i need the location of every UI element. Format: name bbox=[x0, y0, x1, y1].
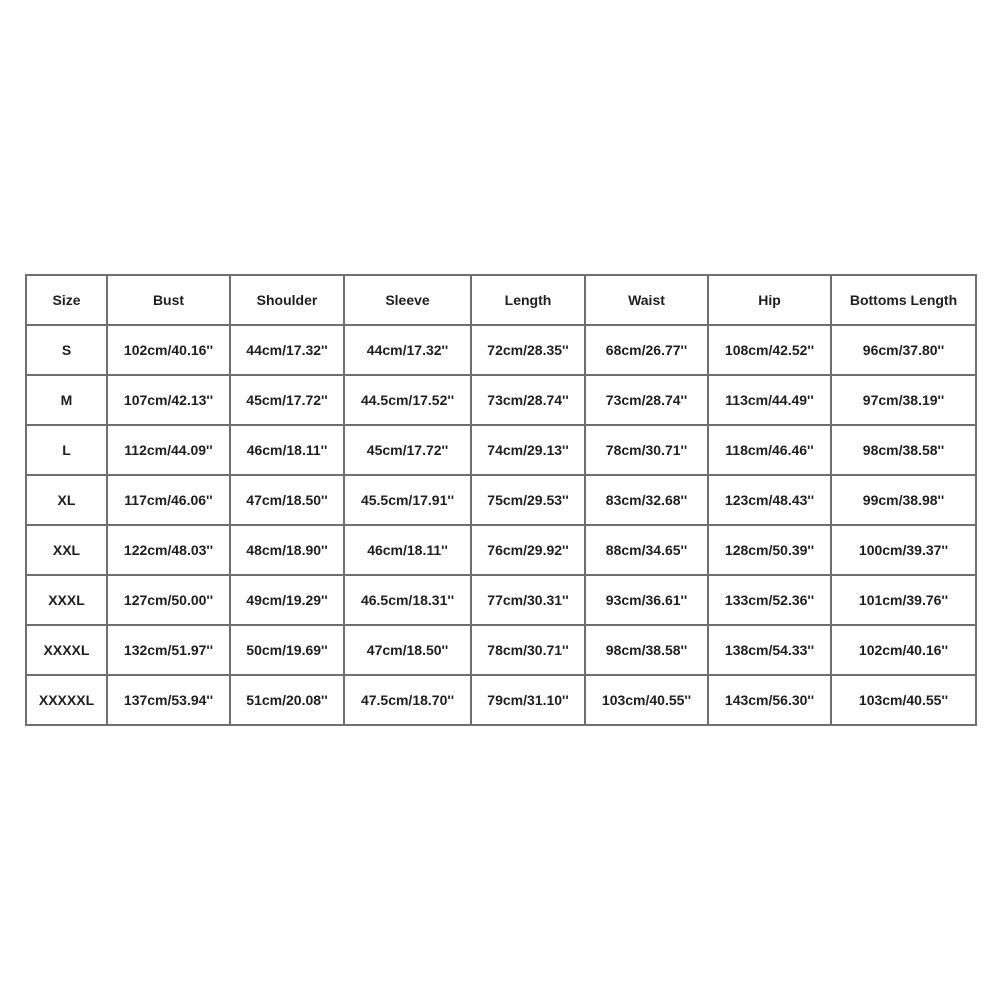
shoulder-cell: 50cm/19.69'' bbox=[230, 625, 344, 675]
hip-cell: 133cm/52.36'' bbox=[708, 575, 831, 625]
header-length: Length bbox=[471, 275, 585, 325]
bust-cell: 137cm/53.94'' bbox=[107, 675, 230, 725]
hip-cell: 123cm/48.43'' bbox=[708, 475, 831, 525]
waist-cell: 88cm/34.65'' bbox=[585, 525, 708, 575]
length-cell: 78cm/30.71'' bbox=[471, 625, 585, 675]
size-cell: XXXXL bbox=[26, 625, 107, 675]
waist-cell: 78cm/30.71'' bbox=[585, 425, 708, 475]
hip-cell: 108cm/42.52'' bbox=[708, 325, 831, 375]
size-chart-table bbox=[25, 274, 977, 726]
bottoms-length-cell: 97cm/38.19'' bbox=[831, 375, 976, 425]
table-row bbox=[26, 475, 976, 525]
bust-cell: 107cm/42.13'' bbox=[107, 375, 230, 425]
header-waist: Waist bbox=[585, 275, 708, 325]
sleeve-cell: 44cm/17.32'' bbox=[344, 325, 471, 375]
length-cell: 74cm/29.13'' bbox=[471, 425, 585, 475]
bust-cell: 132cm/51.97'' bbox=[107, 625, 230, 675]
waist-cell: 98cm/38.58'' bbox=[585, 625, 708, 675]
hip-cell: 138cm/54.33'' bbox=[708, 625, 831, 675]
header-row bbox=[26, 275, 976, 325]
length-cell: 73cm/28.74'' bbox=[471, 375, 585, 425]
length-cell: 72cm/28.35'' bbox=[471, 325, 585, 375]
waist-cell: 68cm/26.77'' bbox=[585, 325, 708, 375]
bust-cell: 127cm/50.00'' bbox=[107, 575, 230, 625]
header-size: Size bbox=[26, 275, 107, 325]
bust-cell: 102cm/40.16'' bbox=[107, 325, 230, 375]
shoulder-cell: 46cm/18.11'' bbox=[230, 425, 344, 475]
size-cell: S bbox=[26, 325, 107, 375]
waist-cell: 83cm/32.68'' bbox=[585, 475, 708, 525]
length-cell: 79cm/31.10'' bbox=[471, 675, 585, 725]
header-hip: Hip bbox=[708, 275, 831, 325]
bust-cell: 122cm/48.03'' bbox=[107, 525, 230, 575]
size-cell: XXL bbox=[26, 525, 107, 575]
sleeve-cell: 46.5cm/18.31'' bbox=[344, 575, 471, 625]
table-row bbox=[26, 375, 976, 425]
length-cell: 75cm/29.53'' bbox=[471, 475, 585, 525]
waist-cell: 103cm/40.55'' bbox=[585, 675, 708, 725]
header-bottoms-length: Bottoms Length bbox=[831, 275, 976, 325]
sleeve-cell: 45.5cm/17.91'' bbox=[344, 475, 471, 525]
bottoms-length-cell: 99cm/38.98'' bbox=[831, 475, 976, 525]
bottoms-length-cell: 98cm/38.58'' bbox=[831, 425, 976, 475]
sleeve-cell: 46cm/18.11'' bbox=[344, 525, 471, 575]
length-cell: 77cm/30.31'' bbox=[471, 575, 585, 625]
table-row bbox=[26, 575, 976, 625]
bottoms-length-cell: 103cm/40.55'' bbox=[831, 675, 976, 725]
table-row bbox=[26, 675, 976, 725]
shoulder-cell: 44cm/17.32'' bbox=[230, 325, 344, 375]
hip-cell: 118cm/46.46'' bbox=[708, 425, 831, 475]
hip-cell: 143cm/56.30'' bbox=[708, 675, 831, 725]
shoulder-cell: 47cm/18.50'' bbox=[230, 475, 344, 525]
length-cell: 76cm/29.92'' bbox=[471, 525, 585, 575]
table-row bbox=[26, 625, 976, 675]
table-row bbox=[26, 525, 976, 575]
shoulder-cell: 48cm/18.90'' bbox=[230, 525, 344, 575]
table-row bbox=[26, 425, 976, 475]
sleeve-cell: 47.5cm/18.70'' bbox=[344, 675, 471, 725]
table-row bbox=[26, 325, 976, 375]
waist-cell: 93cm/36.61'' bbox=[585, 575, 708, 625]
size-cell: L bbox=[26, 425, 107, 475]
sleeve-cell: 47cm/18.50'' bbox=[344, 625, 471, 675]
sleeve-cell: 45cm/17.72'' bbox=[344, 425, 471, 475]
hip-cell: 113cm/44.49'' bbox=[708, 375, 831, 425]
size-cell: XL bbox=[26, 475, 107, 525]
shoulder-cell: 45cm/17.72'' bbox=[230, 375, 344, 425]
header-sleeve: Sleeve bbox=[344, 275, 471, 325]
waist-cell: 73cm/28.74'' bbox=[585, 375, 708, 425]
hip-cell: 128cm/50.39'' bbox=[708, 525, 831, 575]
shoulder-cell: 51cm/20.08'' bbox=[230, 675, 344, 725]
bottoms-length-cell: 96cm/37.80'' bbox=[831, 325, 976, 375]
bottoms-length-cell: 100cm/39.37'' bbox=[831, 525, 976, 575]
size-cell: XXXL bbox=[26, 575, 107, 625]
bottoms-length-cell: 101cm/39.76'' bbox=[831, 575, 976, 625]
size-cell: M bbox=[26, 375, 107, 425]
bust-cell: 117cm/46.06'' bbox=[107, 475, 230, 525]
bottoms-length-cell: 102cm/40.16'' bbox=[831, 625, 976, 675]
bust-cell: 112cm/44.09'' bbox=[107, 425, 230, 475]
size-cell: XXXXXL bbox=[26, 675, 107, 725]
header-shoulder: Shoulder bbox=[230, 275, 344, 325]
shoulder-cell: 49cm/19.29'' bbox=[230, 575, 344, 625]
header-bust: Bust bbox=[107, 275, 230, 325]
sleeve-cell: 44.5cm/17.52'' bbox=[344, 375, 471, 425]
